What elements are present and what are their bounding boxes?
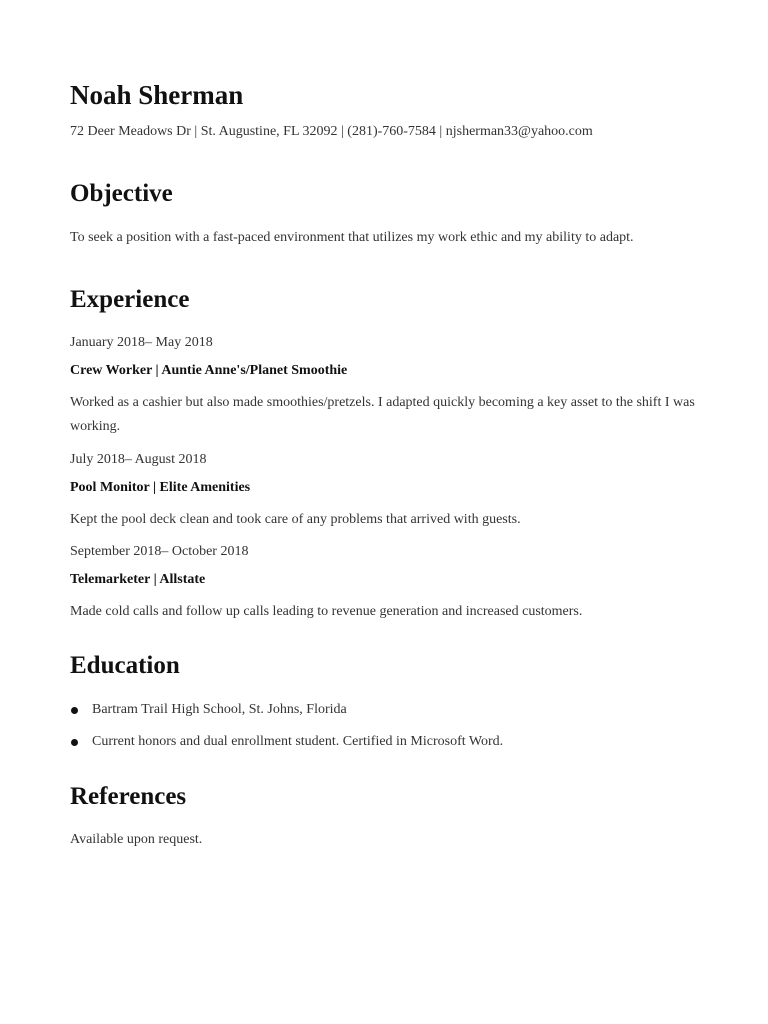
job-description: Kept the pool deck clean and took care of any problems that arrived with guests. [70,512,521,527]
job-dates: January 2018– May 2018 [70,335,213,350]
references-heading: References [70,783,187,810]
experience-heading: Experience [70,286,190,313]
job-title: Pool Monitor | Elite Amenities [70,480,251,495]
bullet-icon [71,707,78,714]
education-item-text: Bartram Trail High School, St. Johns, Florida [92,702,347,717]
education-item [70,734,503,750]
job-description: Worked as a cashier but also made smoothies/pretzels. I adapted quickly becoming a key asset to the shift I was working. [70,395,695,434]
job-title: Telemarketer | Allstate [70,572,206,587]
job-dates: July 2018– August 2018 [70,452,207,467]
candidate-name: Noah Sherman [70,80,244,110]
education-item-text: Current honors and dual enrollment student. Certified in Microsoft Word. [92,734,504,749]
references-text: Available upon request. [70,832,203,847]
objective-heading: Objective [70,180,173,207]
contact-info: 72 Deer Meadows Dr | St. Augustine, FL 32092 | (281)-760-7584 | njsherman33@yahoo.com [70,124,593,139]
education-heading: Education [70,652,180,679]
job-description: Made cold calls and follow up calls leading to revenue generation and increased customers. [70,604,583,619]
bullet-icon [71,739,78,746]
job-title: Crew Worker | Auntie Anne's/Planet Smoothie [70,363,348,378]
job-dates: September 2018– October 2018 [70,544,249,559]
education-item [70,702,347,718]
objective-text: To seek a position with a fast-paced environment that utilizes my work ethic and my ability to adapt. [70,230,634,245]
